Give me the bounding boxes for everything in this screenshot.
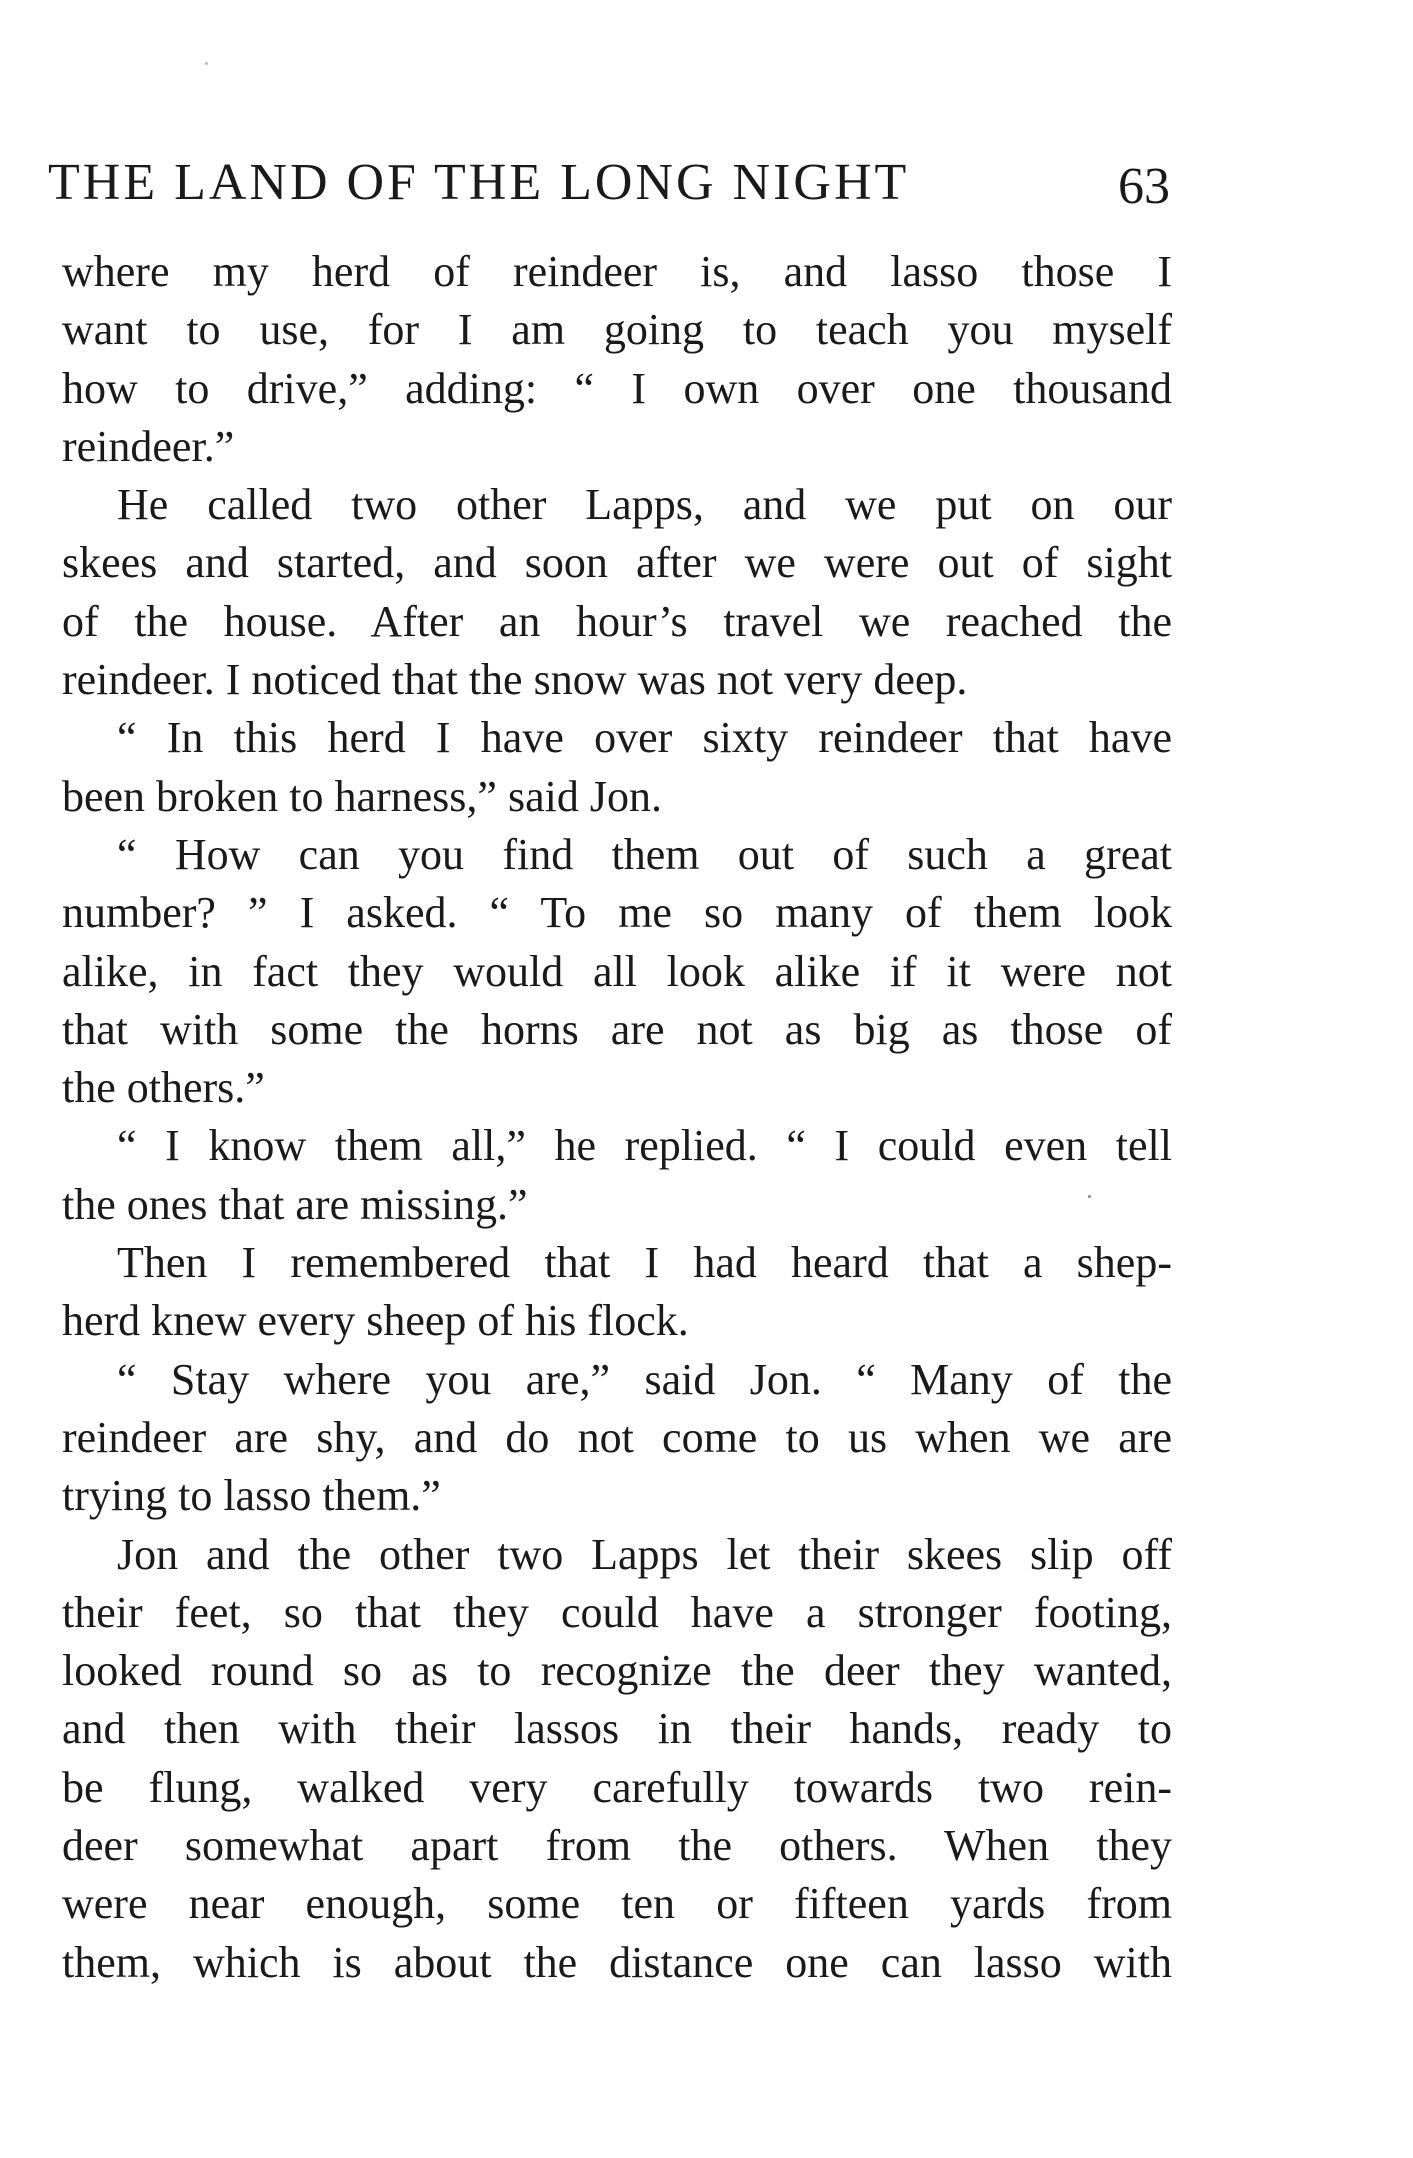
paper-speck bbox=[205, 62, 208, 65]
text-line: reindeer are shy, and do not come to us when we are bbox=[62, 1412, 1172, 1462]
text-line: looked round so as to recognize the deer they wanted, bbox=[62, 1646, 1172, 1696]
text-line: the ones that are missing.” bbox=[62, 1179, 528, 1229]
body-text bbox=[62, 243, 1172, 1992]
text-line: alike, in fact they would all look alike if it were not bbox=[62, 946, 1172, 996]
text-line: that with some the horns are not as big as those of bbox=[62, 1004, 1172, 1054]
text-line: “ In this herd I have over sixty reindeer that have bbox=[117, 713, 1172, 763]
text-line: He called two other Lapps, and we put on our bbox=[117, 480, 1172, 530]
text-line: Jon and the other two Lapps let their skees slip off bbox=[117, 1529, 1172, 1579]
text-line: reindeer.” bbox=[62, 421, 235, 471]
text-line: the others.” bbox=[62, 1063, 265, 1113]
text-line: reindeer. I noticed that the snow was not very deep. bbox=[62, 655, 968, 705]
paper-speck bbox=[1088, 1195, 1091, 1198]
text-line: trying to lasso them.” bbox=[62, 1471, 441, 1521]
running-head bbox=[48, 152, 1168, 214]
text-line: Then I remembered that I had heard that a shep- bbox=[117, 1238, 1172, 1288]
text-line: them, which is about the distance one can lasso with bbox=[62, 1937, 1172, 1987]
text-line: were near enough, some ten or fifteen yards from bbox=[62, 1879, 1172, 1929]
text-line: number? ” I asked. “ To me so many of them look bbox=[62, 888, 1172, 938]
text-line: of the house. After an hour’s travel we reached the bbox=[62, 596, 1172, 646]
text-line: “ Stay where you are,” said Jon. “ Many of the bbox=[117, 1354, 1172, 1404]
running-head-title: THE LAND OF THE LONG NIGHT bbox=[48, 154, 910, 211]
text-line: where my herd of reindeer is, and lasso those I bbox=[62, 247, 1172, 296]
text-line: “ How can you find them out of such a great bbox=[117, 829, 1172, 879]
text-line: “ I know them all,” he replied. “ I could even tell bbox=[117, 1121, 1172, 1171]
text-line: deer somewhat apart from the others. When they bbox=[62, 1821, 1172, 1871]
text-line: how to drive,” adding: “ I own over one thousand bbox=[62, 363, 1172, 413]
text-line: herd knew every sheep of his flock. bbox=[62, 1296, 689, 1346]
page-number: 63 bbox=[1118, 158, 1170, 215]
text-line: skees and started, and soon after we were out of sight bbox=[62, 538, 1172, 588]
text-line: be flung, walked very carefully towards two rein- bbox=[62, 1762, 1172, 1812]
text-line: their feet, so that they could have a stronger footing, bbox=[62, 1587, 1172, 1637]
text-line: want to use, for I am going to teach you myself bbox=[62, 305, 1172, 355]
text-line: and then with their lassos in their hands, ready to bbox=[62, 1704, 1172, 1754]
text-line: been broken to harness,” said Jon. bbox=[62, 771, 662, 821]
